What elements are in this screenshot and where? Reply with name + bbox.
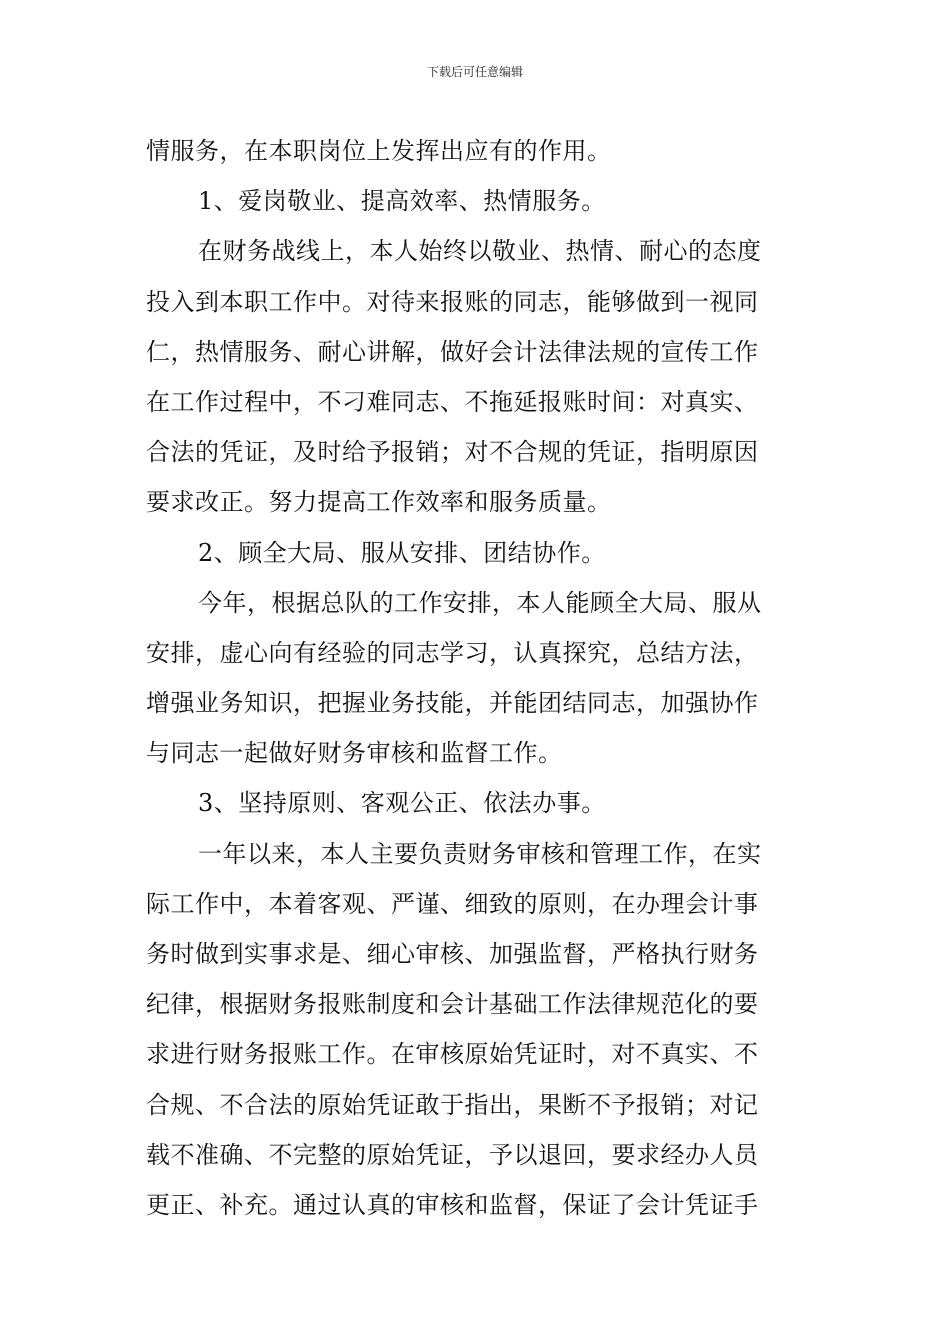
text-line: 增强业务知识，把握业务技能，并能团结同志，加强协作 <box>146 689 759 718</box>
text-line: 一年以来，本人主要负责财务审核和管理工作，在实 <box>198 839 762 868</box>
text-line: 要求改正。努力提高工作效率和服务质量。 <box>146 488 612 517</box>
text-line: 在工作过程中，不刁难同志、不拖延报账时间：对真实、 <box>146 387 759 416</box>
text-line: 与同志一起做好财务审核和监督工作。 <box>146 739 563 768</box>
text-line: 投入到本职工作中。对待来报账的同志，能够做到一视同 <box>146 287 759 316</box>
text-line: 务时做到实事求是、细心审核、加强监督，严格执行财务 <box>146 940 759 968</box>
text-line: 求进行财务报账工作。在审核原始凭证时，对不真实、不 <box>146 1040 759 1069</box>
text-line: 在财务战线上，本人始终以敬业、热情、耐心的态度 <box>198 237 762 266</box>
text-line: 安排，虚心向有经验的同志学习，认真探究，总结方法， <box>146 638 759 667</box>
text-line: 合法的凭证，及时给予报销；对不合规的凭证，指明原因 <box>146 438 759 467</box>
text-line: 情服务，在本职岗位上发挥出应有的作用。 <box>146 137 612 165</box>
document-body <box>146 126 808 1230</box>
text-line: 载不准确、不完整的原始凭证，予以退回，要求经办人员 <box>146 1140 759 1169</box>
text-line: 今年，根据总队的工作安排，本人能顾全大局、服从 <box>198 588 762 617</box>
section-heading: 2、顾全大局、服从安排、团结协作。 <box>198 538 606 567</box>
section-heading: 3、坚持原则、客观公正、依法办事。 <box>198 789 606 818</box>
text-line: 仁，热情服务、耐心讲解，做好会计法律法规的宣传工作 <box>146 337 759 366</box>
text-line: 合规、不合法的原始凭证敢于指出，果断不予报销；对记 <box>146 1090 759 1119</box>
page-header: 下载后可任意编辑 <box>426 65 523 79</box>
text-line: 纪律，根据财务报账制度和会计基础工作法律规范化的要 <box>146 990 759 1019</box>
section-heading: 1、爱岗敬业、提高效率、热情服务。 <box>198 187 606 216</box>
text-line: 际工作中，本着客观、严谨、细致的原则，在办理会计事 <box>146 889 759 918</box>
text-line: 更正、补充。通过认真的审核和监督，保证了会计凭证手 <box>146 1190 759 1219</box>
